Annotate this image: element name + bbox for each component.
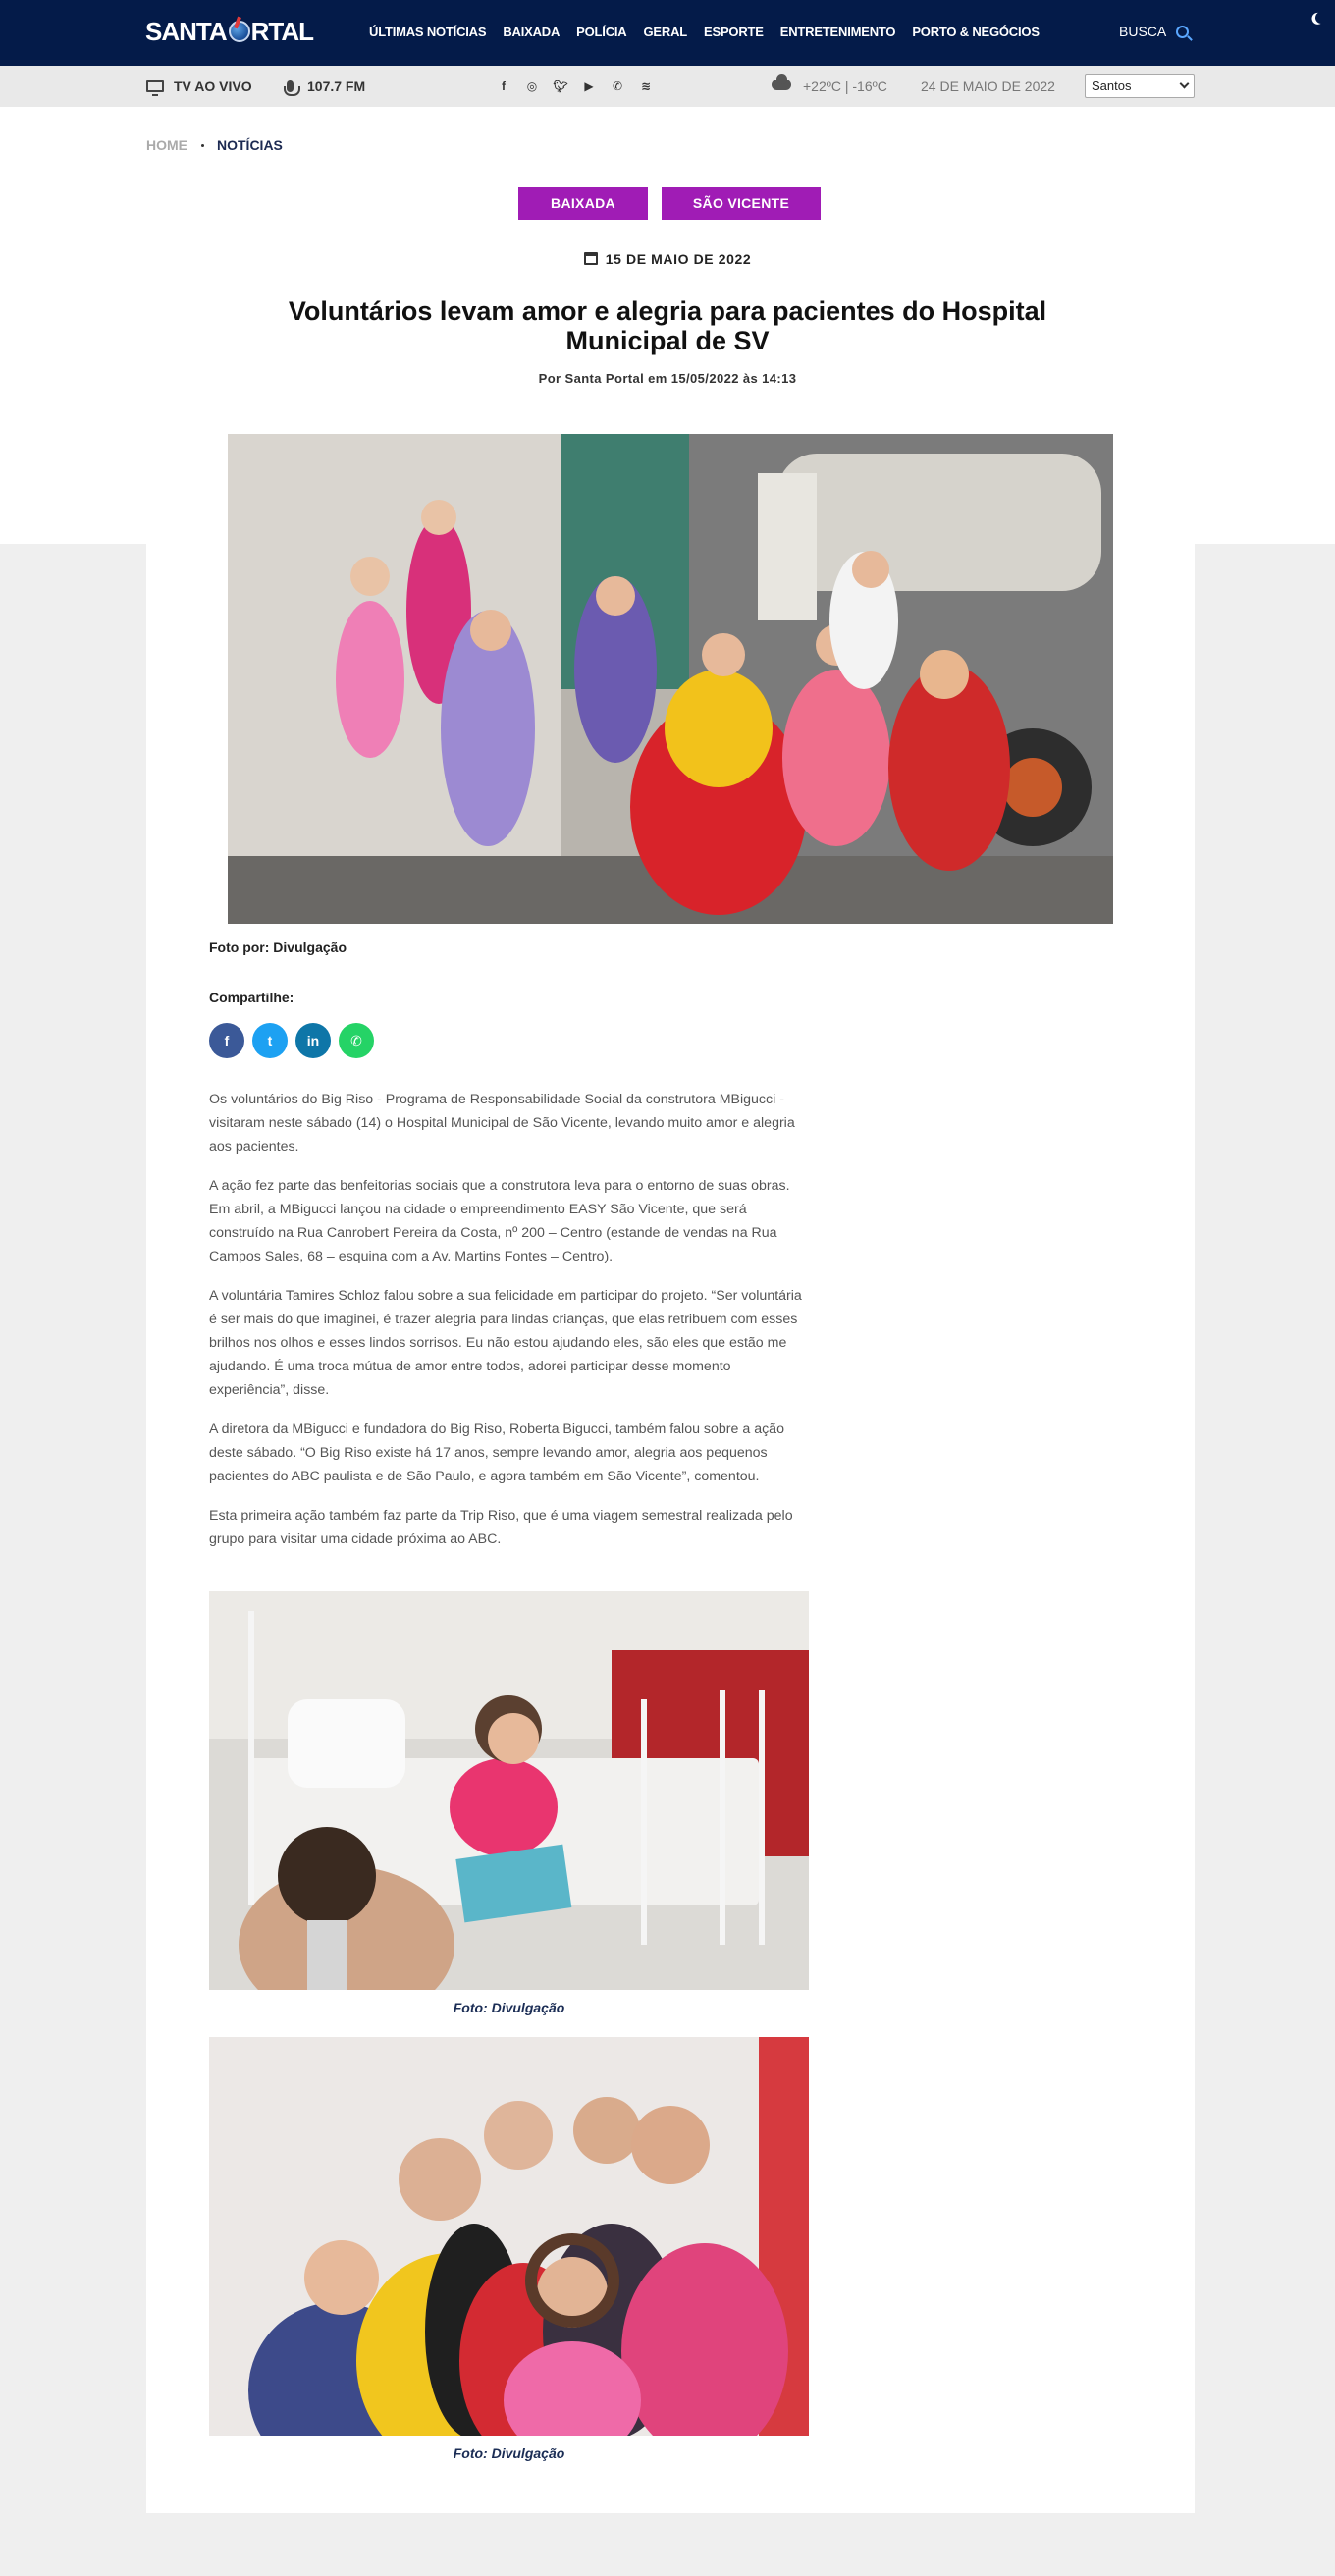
hero-photo-credit: Foto por: Divulgação (209, 939, 347, 955)
share-whatsapp-button[interactable] (339, 1023, 374, 1058)
share-buttons (209, 1023, 374, 1058)
article-paragraph: Os voluntários do Big Riso - Programa de Responsabilidade Social da construtora MBigucci - visitaram neste sábado (14) o Hospital Municipal de São Vicente, levando muito amor e alegria aos pacientes. (209, 1092, 795, 1154)
radio-link[interactable] (287, 66, 365, 107)
article-paragraph: Esta primeira ação também faz parte da Trip Riso, que é uma viagem semestral realizada pelo grupo para visitar uma cidade próxima ao ABC. (209, 1508, 793, 1547)
nav-ultimas-noticias[interactable]: ÚLTIMAS NOTÍCIAS (369, 25, 487, 39)
photo-illustration (209, 2037, 809, 2436)
article-date-text: 15 DE MAIO DE 2022 (605, 251, 752, 267)
share-twitter-button[interactable] (252, 1023, 288, 1058)
logo-globe-icon (229, 21, 250, 42)
city-select[interactable] (1085, 74, 1195, 98)
logo-text-left: SANTA (145, 16, 227, 46)
search-label: BUSCA (1119, 24, 1167, 39)
nav-geral[interactable]: GERAL (643, 25, 688, 39)
youtube-icon[interactable]: ▶ (584, 80, 594, 93)
city-select-value: Santos (1092, 79, 1132, 93)
nav-entretenimento[interactable]: ENTRETENIMENTO (779, 25, 896, 39)
share-facebook-button[interactable] (209, 1023, 244, 1058)
twitter-icon[interactable]: 🐦︎ (553, 80, 568, 93)
article-body (209, 1088, 810, 1567)
whatsapp-icon: ✆ (350, 1032, 362, 1048)
tv-icon (146, 80, 164, 92)
top-navbar (0, 0, 1335, 66)
chevron-down-icon (1180, 80, 1190, 89)
spotify-icon[interactable]: ≋ (640, 80, 652, 93)
site-logo[interactable] (145, 14, 313, 49)
facebook-icon: f (224, 1033, 230, 1048)
photo-caption: Foto: Divulgação (453, 2000, 565, 2015)
article-photo-hospital-bed (209, 1591, 809, 1990)
breadcrumb (146, 137, 283, 153)
article-byline: Por Santa Portal em 15/05/2022 às 14:13 (538, 371, 797, 386)
photo-illustration (209, 1591, 809, 1990)
sub-bar (0, 66, 1335, 107)
logo-text-right: RTAL (250, 16, 314, 46)
article-paragraph: A diretora da MBigucci e fundadora do Big Riso, Roberta Bigucci, também falou sobre a ação deste sábado. “O Big Riso existe há 17 anos, sempre levando amor, alegria aos pequenos pacientes do ABC paulista e de São Paulo, e agora também em São Vicente”, comentou. (209, 1422, 784, 1484)
main-nav (369, 25, 1056, 39)
nav-policia[interactable]: POLÍCIA (576, 25, 627, 39)
photo-caption: Foto: Divulgação (453, 2445, 565, 2461)
current-date: 24 DE MAIO DE 2022 (921, 79, 1055, 94)
tag-baixada[interactable]: BAIXADA (518, 187, 648, 220)
tag-sao-vicente[interactable]: SÃO VICENTE (662, 187, 821, 220)
cloud-icon (772, 80, 791, 90)
hero-photo-illustration (228, 434, 1113, 924)
linkedin-icon: in (306, 1033, 320, 1048)
share-label: Compartilhe: (209, 990, 294, 1005)
dark-mode-moon-icon[interactable] (1313, 10, 1328, 25)
nav-porto-negocios[interactable]: PORTO & NEGÓCIOS (912, 25, 1040, 39)
instagram-icon[interactable]: ◎ (526, 80, 538, 93)
breadcrumb-current[interactable]: NOTÍCIAS (217, 137, 283, 153)
search-icon (1176, 26, 1189, 38)
tv-label: TV AO VIVO (174, 79, 252, 94)
share-linkedin-button[interactable] (295, 1023, 331, 1058)
article-tags (518, 187, 821, 220)
article-photo-volunteers-child (209, 2037, 809, 2436)
weather-widget (772, 66, 887, 107)
radio-label: 107.7 FM (307, 79, 366, 94)
microphone-icon (287, 80, 294, 92)
nav-baixada[interactable]: BAIXADA (503, 25, 561, 39)
calendar-icon (584, 252, 598, 265)
breadcrumb-home[interactable]: HOME (146, 137, 187, 153)
search-button[interactable] (1119, 24, 1189, 39)
hero-photo (228, 434, 1113, 924)
article-paragraph: A voluntária Tamires Schloz falou sobre a sua felicidade em participar do projeto. “Ser voluntária é ser mais do que imaginei, é trazer alegria para lindas crianças, que elas retribuem com esses brilhos nos olhos e esses lindos sorrisos. Eu não estou ajudando eles, são eles que estão me ajudando. É uma troca mútua de amor entre todos, adorei participar desse momento experiência”, disse. (209, 1288, 802, 1398)
facebook-icon[interactable]: f (502, 80, 506, 93)
social-links (495, 66, 655, 107)
tv-ao-vivo-link[interactable] (146, 66, 252, 107)
breadcrumb-separator (201, 144, 204, 147)
whatsapp-icon[interactable]: ✆ (612, 80, 623, 93)
nav-esporte[interactable]: ESPORTE (704, 25, 764, 39)
twitter-icon: t (267, 1033, 273, 1048)
weather-temps: +22ºC | -16ºC (803, 79, 887, 94)
article-paragraph: A ação fez parte das benfeitorias sociais que a construtora leva para o entorno de suas obras. Em abril, a MBigucci lançou na cidade o empreendimento EASY São Vicente, que será construído na Rua Canrobert Pereira da Costa, nº 200 – Centro (estande de vendas na Rua Campos Sales, 68 – esquina com a Av. Martins Fontes – Centro). (209, 1178, 790, 1264)
article-title: Voluntários levam amor e alegria para pacientes do Hospital Municipal de SV (288, 296, 1047, 355)
article-date (0, 251, 1335, 267)
